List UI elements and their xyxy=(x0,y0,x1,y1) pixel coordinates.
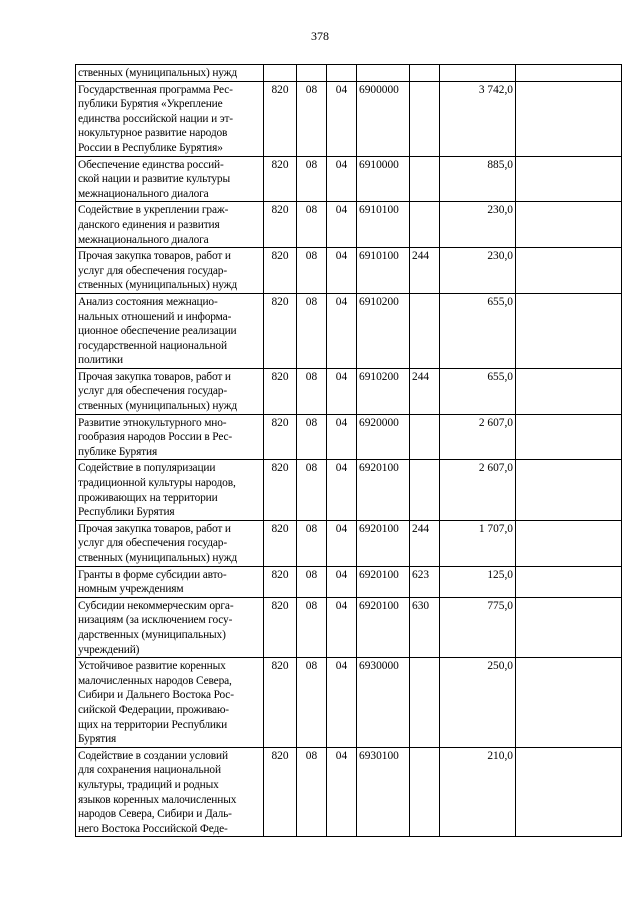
cell-item-name: Прочая закупка товаров, работ и услуг для обеспечения государ- ственных (муниципальных) нужд xyxy=(76,520,264,566)
cell-item-name: Субсидии некоммерческим орга- низациям (за исключением госу- дарственных (муниципальных) учреждений) xyxy=(76,597,264,657)
cell-section-code: 08 xyxy=(297,248,327,294)
cell-department-code: 820 xyxy=(264,81,297,156)
table-row xyxy=(76,658,622,748)
cell-target-article-code: 6910200 xyxy=(357,368,410,414)
cell-amount xyxy=(440,65,516,82)
cell-department-code: 820 xyxy=(264,368,297,414)
budget-table xyxy=(75,64,622,837)
cell-expense-type-code: 244 xyxy=(410,248,440,294)
cell-department-code: 820 xyxy=(264,248,297,294)
cell-amount: 2 607,0 xyxy=(440,460,516,520)
cell-section-code: 08 xyxy=(297,414,327,460)
cell-department-code: 820 xyxy=(264,597,297,657)
cell-extra-column xyxy=(516,202,622,248)
cell-department-code: 820 xyxy=(264,658,297,748)
cell-amount: 210,0 xyxy=(440,747,516,837)
cell-amount: 1 707,0 xyxy=(440,520,516,566)
table-row xyxy=(76,248,622,294)
cell-subsection-code: 04 xyxy=(327,520,357,566)
cell-amount: 3 742,0 xyxy=(440,81,516,156)
cell-extra-column xyxy=(516,156,622,202)
cell-item-name: Обеспечение единства россий- ской нации и развитие культуры межнационального диалога xyxy=(76,156,264,202)
cell-extra-column xyxy=(516,293,622,368)
cell-section-code: 08 xyxy=(297,293,327,368)
cell-section-code: 08 xyxy=(297,520,327,566)
cell-department-code: 820 xyxy=(264,566,297,597)
cell-target-article-code: 6920000 xyxy=(357,414,410,460)
cell-target-article-code: 6920100 xyxy=(357,460,410,520)
cell-extra-column xyxy=(516,81,622,156)
cell-amount: 885,0 xyxy=(440,156,516,202)
cell-extra-column xyxy=(516,414,622,460)
cell-section-code xyxy=(297,65,327,82)
cell-item-name: Гранты в форме субсидии авто- номным учреждениям xyxy=(76,566,264,597)
cell-subsection-code: 04 xyxy=(327,658,357,748)
cell-amount: 125,0 xyxy=(440,566,516,597)
table-row xyxy=(76,202,622,248)
cell-section-code: 08 xyxy=(297,156,327,202)
cell-amount: 655,0 xyxy=(440,293,516,368)
cell-extra-column xyxy=(516,460,622,520)
cell-item-name: Государственная программа Рес- публики Бурятия «Укрепление единства российской нации и эт- нокультурное развитие народов России в Республике Бурятия» xyxy=(76,81,264,156)
table-row xyxy=(76,566,622,597)
cell-target-article-code: 6920100 xyxy=(357,520,410,566)
page-number: 378 xyxy=(311,29,329,43)
table-row xyxy=(76,597,622,657)
cell-extra-column xyxy=(516,566,622,597)
cell-item-name: Прочая закупка товаров, работ и услуг для обеспечения государ- ственных (муниципальных) нужд xyxy=(76,248,264,294)
cell-item-name: Содействие в создании условий для сохранения национальной культуры, традиций и родных языков коренных малочисленных народов Севера, Сибири и Даль- него Востока Российской Феде- xyxy=(76,747,264,837)
table-row xyxy=(76,414,622,460)
cell-subsection-code: 04 xyxy=(327,368,357,414)
cell-department-code: 820 xyxy=(264,156,297,202)
cell-extra-column xyxy=(516,597,622,657)
cell-department-code: 820 xyxy=(264,293,297,368)
cell-extra-column xyxy=(516,658,622,748)
cell-target-article-code: 6910100 xyxy=(357,248,410,294)
cell-amount: 250,0 xyxy=(440,658,516,748)
table-row xyxy=(76,520,622,566)
cell-item-name: Развитие этнокультурного мно- гообразия народов России в Рес- публике Бурятия xyxy=(76,414,264,460)
cell-expense-type-code: 623 xyxy=(410,566,440,597)
cell-expense-type-code xyxy=(410,414,440,460)
cell-target-article-code: 6930100 xyxy=(357,747,410,837)
cell-expense-type-code xyxy=(410,747,440,837)
cell-expense-type-code xyxy=(410,81,440,156)
cell-department-code: 820 xyxy=(264,747,297,837)
table-row xyxy=(76,747,622,837)
cell-extra-column xyxy=(516,248,622,294)
cell-department-code: 820 xyxy=(264,202,297,248)
cell-extra-column xyxy=(516,520,622,566)
cell-section-code: 08 xyxy=(297,368,327,414)
cell-subsection-code: 04 xyxy=(327,156,357,202)
cell-section-code: 08 xyxy=(297,658,327,748)
cell-extra-column xyxy=(516,368,622,414)
cell-section-code: 08 xyxy=(297,747,327,837)
cell-subsection-code: 04 xyxy=(327,414,357,460)
cell-target-article-code: 6920100 xyxy=(357,566,410,597)
cell-target-article-code: 6910000 xyxy=(357,156,410,202)
cell-item-name: ственных (муниципальных) нужд xyxy=(76,65,264,82)
cell-target-article-code xyxy=(357,65,410,82)
cell-subsection-code: 04 xyxy=(327,202,357,248)
table-row xyxy=(76,293,622,368)
cell-expense-type-code xyxy=(410,658,440,748)
cell-amount: 775,0 xyxy=(440,597,516,657)
cell-subsection-code: 04 xyxy=(327,566,357,597)
cell-subsection-code: 04 xyxy=(327,81,357,156)
table-row xyxy=(76,65,622,82)
cell-expense-type-code xyxy=(410,293,440,368)
cell-expense-type-code xyxy=(410,65,440,82)
cell-section-code: 08 xyxy=(297,460,327,520)
table-body xyxy=(76,65,622,837)
cell-expense-type-code xyxy=(410,156,440,202)
cell-department-code: 820 xyxy=(264,460,297,520)
cell-subsection-code: 04 xyxy=(327,460,357,520)
cell-department-code: 820 xyxy=(264,414,297,460)
cell-target-article-code: 6910200 xyxy=(357,293,410,368)
cell-extra-column xyxy=(516,65,622,82)
cell-section-code: 08 xyxy=(297,81,327,156)
table-row xyxy=(76,81,622,156)
cell-item-name: Прочая закупка товаров, работ и услуг для обеспечения государ- ственных (муниципальных) нужд xyxy=(76,368,264,414)
cell-item-name: Содействие в популяризации традиционной культуры народов, проживающих на территории Республики Бурятия xyxy=(76,460,264,520)
cell-target-article-code: 6900000 xyxy=(357,81,410,156)
table-row xyxy=(76,156,622,202)
cell-department-code xyxy=(264,65,297,82)
cell-amount: 655,0 xyxy=(440,368,516,414)
cell-target-article-code: 6930000 xyxy=(357,658,410,748)
cell-subsection-code: 04 xyxy=(327,747,357,837)
table-row xyxy=(76,368,622,414)
cell-section-code: 08 xyxy=(297,202,327,248)
cell-expense-type-code: 244 xyxy=(410,520,440,566)
cell-extra-column xyxy=(516,747,622,837)
cell-subsection-code: 04 xyxy=(327,293,357,368)
cell-item-name: Анализ состояния межнацио- нальных отношений и информа- ционное обеспечение реализации государственной национальной политики xyxy=(76,293,264,368)
cell-expense-type-code xyxy=(410,202,440,248)
cell-amount: 230,0 xyxy=(440,202,516,248)
cell-target-article-code: 6910100 xyxy=(357,202,410,248)
cell-section-code: 08 xyxy=(297,597,327,657)
cell-item-name: Устойчивое развитие коренных малочисленных народов Севера, Сибири и Дальнего Востока Рос- сийской Федерации, проживаю- щих на территории Республики Бурятия xyxy=(76,658,264,748)
cell-expense-type-code: 244 xyxy=(410,368,440,414)
cell-expense-type-code: 630 xyxy=(410,597,440,657)
cell-subsection-code: 04 xyxy=(327,248,357,294)
cell-target-article-code: 6920100 xyxy=(357,597,410,657)
cell-section-code: 08 xyxy=(297,566,327,597)
cell-subsection-code xyxy=(327,65,357,82)
table-row xyxy=(76,460,622,520)
cell-expense-type-code xyxy=(410,460,440,520)
cell-department-code: 820 xyxy=(264,520,297,566)
cell-amount: 2 607,0 xyxy=(440,414,516,460)
cell-amount: 230,0 xyxy=(440,248,516,294)
cell-subsection-code: 04 xyxy=(327,597,357,657)
cell-item-name: Содействие в укреплении граж- данского единения и развития межнационального диалога xyxy=(76,202,264,248)
